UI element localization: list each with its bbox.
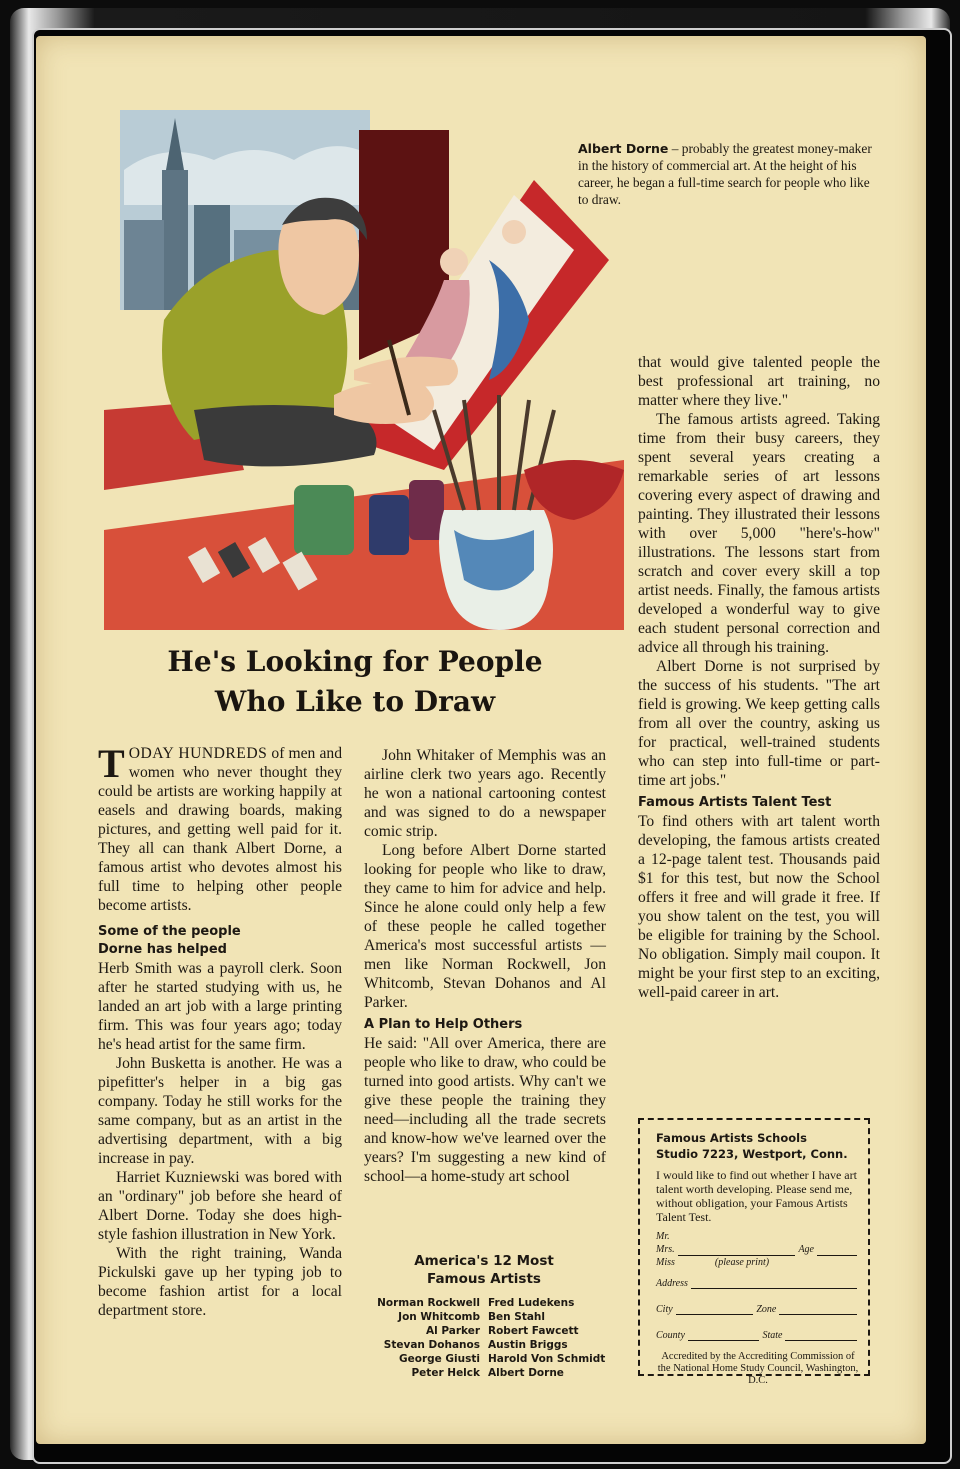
paragraph-harriet-kuzniewski: Harriet Kuzniewski was bored with an "ordinary" job before she heard of Albert Dorne. Today she does high-style fashion illustration in New York.	[98, 1169, 342, 1243]
column-3	[638, 353, 880, 1002]
column-2	[364, 746, 606, 1186]
paragraph-wanda-pickulski: With the right training, Wanda Pickulski gave up her typing job to become fashion artist for a local department store.	[98, 1245, 342, 1319]
caption-text: – probably the greatest money-maker in the history of commercial art. At the height of his career, he began a full-time search for people who like to draw.	[578, 141, 872, 207]
headline-line-2: Who Like to Draw	[214, 685, 496, 718]
mail-coupon[interactable]	[638, 1118, 870, 1386]
paragraph-dorne-history: Long before Albert Dorne started looking for people who like to draw, they came to him for advice and help. Since he alone could only help a few of these people he called together America's most successful artists —men like Norman Rockwell, Jon Whitcomb, Stevan Dohanos and Al Parker.	[364, 842, 606, 1011]
famous-artists-list	[360, 1252, 608, 1380]
artist-name: Albert Dorne	[488, 1367, 564, 1379]
label-state: State	[762, 1330, 783, 1341]
city-field[interactable]	[676, 1303, 754, 1315]
intro-text: of men and women who never thought they could be artists are working happily at easels and drawing boards, making pictures, and getting well paid for it. They all can thank Albert Dorne, a famous artist who devotes almost his full time to helping other people become artists.	[98, 745, 342, 914]
artists-title-2: Famous Artists	[427, 1271, 541, 1287]
state-field[interactable]	[785, 1329, 857, 1341]
artist-name: Austin Briggs	[488, 1339, 568, 1351]
subhead-talent-test: Famous Artists Talent Test	[638, 795, 832, 810]
name-field[interactable]	[678, 1244, 796, 1256]
illustration-caption	[578, 140, 878, 208]
subhead-people-helped-2: Dorne has helped	[98, 942, 227, 957]
intro-paragraph	[98, 741, 342, 915]
label-address: Address	[656, 1278, 688, 1289]
label-mr: Mr.	[656, 1231, 670, 1242]
artist-name: Al Parker	[425, 1325, 480, 1337]
paragraph-not-surprised: Albert Dorne is not surprised by the success of his students. "The art field is growing. We keep getting calls from all over the country, asking us for practical, well-trained students who can step into full-time or part-time art jobs."	[638, 658, 880, 789]
albert-dorne-illustration	[104, 110, 624, 630]
paragraph-talent-test: To find others with art talent worth developing, the famous artists created a 12-page talent test. Thousands paid $1 for this test, but now the School offers it free and will grade it free. If you show talent on the test, you will be eligible for training by the School. No obligation. Simply mail coupon. It might be your first step to an exciting, well-paid career in art.	[638, 813, 880, 1001]
artist-name: Peter Helck	[411, 1367, 480, 1379]
coupon-school: Famous Artists Schools	[656, 1131, 807, 1145]
artist-name: Stevan Dohanos	[383, 1339, 480, 1351]
artist-name: Robert Fawcett	[488, 1325, 579, 1337]
caption-name: Albert Dorne	[578, 141, 669, 156]
artists-title-1: America's 12 Most	[414, 1253, 554, 1269]
coupon-text: I would like to find out whether I have art talent worth developing. Please send me, without obligation, your Famous Artists Talent Test.	[656, 1168, 857, 1224]
paragraph-continued: that would give talented people the best professional art training, no matter where they live."	[638, 354, 880, 409]
artist-name: Fred Ludekens	[488, 1297, 575, 1309]
artist-name: Jon Whitcomb	[398, 1311, 480, 1323]
address-field[interactable]	[691, 1277, 857, 1289]
label-mrs: Mrs.	[656, 1244, 675, 1255]
county-field[interactable]	[688, 1329, 760, 1341]
column-1	[98, 741, 342, 1320]
artist-name: Norman Rockwell	[377, 1297, 480, 1309]
paragraph-famous-artists-agreed: The famous artists agreed. Taking time from their busy careers, they spent several years creating a remarkable series of art lessons covering every aspect of drawing and painting. They illustrated their lessons with over 5,000 "here's-how" illustrations. The lessons start from scratch and cover every skill a top artist needs. Finally, the famous artists developed a wonderful way to give each student personal correction and advice all through his training.	[638, 411, 880, 656]
subhead-people-helped-1: Some of the people	[98, 924, 241, 939]
headline-line-1: He's Looking for People	[167, 645, 543, 678]
age-field[interactable]	[817, 1244, 857, 1256]
coupon-salutations	[656, 1230, 860, 1269]
paragraph-john-busketta: John Busketta is another. He was a pipefitter's helper in a big gas company. Today he still works for the same company, but as an artist in the advertising department, with a big increase in pay.	[98, 1055, 342, 1167]
label-miss: Miss	[656, 1257, 675, 1268]
headline	[130, 642, 580, 722]
label-age: Age	[798, 1244, 814, 1255]
coupon-address: Studio 7223, Westport, Conn.	[656, 1147, 848, 1161]
label-please-print: (please print)	[714, 1257, 770, 1268]
label-county: County	[656, 1330, 685, 1341]
paragraph-plan: He said: "All over America, there are people who like to draw, who could be turned into good artists. Why can't we give these people the training they need—including all the trade secrets and know-how we've learned over the years? I'm suggesting a new kind of school—a home-study art school	[364, 1035, 606, 1185]
intro-lead: ODAY HUNDREDS	[128, 745, 268, 762]
artist-name: Ben Stahl	[488, 1311, 545, 1323]
label-city: City	[656, 1304, 673, 1315]
coupon-accreditation: Accredited by the Accrediting Commission of the National Home Study Council, Washington, D.C.	[657, 1351, 859, 1386]
paragraph-herb-smith: Herb Smith was a payroll clerk. Soon after he started studying with us, he landed an art job with a large printing firm. This was four years ago; today he's head artist for the same firm.	[98, 960, 342, 1053]
subhead-plan: A Plan to Help Others	[364, 1017, 523, 1032]
artist-name: Harold Von Schmidt	[488, 1353, 606, 1365]
artist-name: George Giusti	[399, 1353, 480, 1365]
label-zone: Zone	[756, 1304, 777, 1315]
paragraph-john-whitaker: John Whitaker of Memphis was an airline clerk two years ago. Recently he won a national cartooning contest and was signed to do a newspaper comic strip.	[364, 747, 606, 840]
zone-field[interactable]	[779, 1303, 857, 1315]
drop-cap: T	[98, 741, 125, 786]
